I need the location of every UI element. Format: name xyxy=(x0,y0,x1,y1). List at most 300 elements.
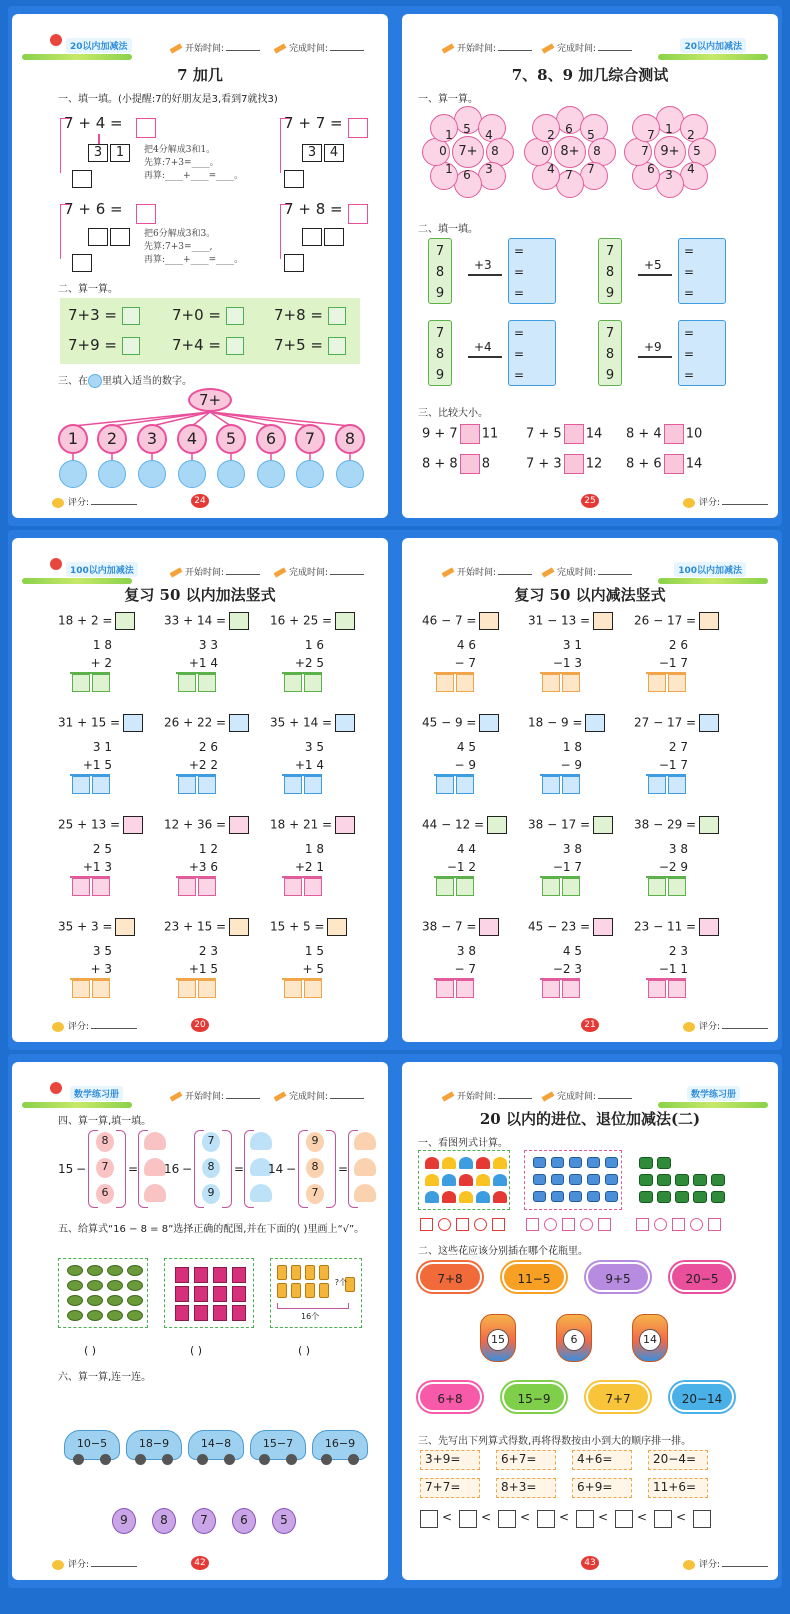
digit-cell[interactable] xyxy=(648,674,666,692)
answer-mushroom[interactable] xyxy=(354,1132,376,1150)
answer-paren[interactable]: ( ) xyxy=(190,1344,203,1357)
expr: 27 − 17 = xyxy=(634,715,697,730)
digit-cell[interactable] xyxy=(668,980,686,998)
page-title: 7、8、9 加几综合测试 xyxy=(511,66,669,84)
expr: 45 − 9 = xyxy=(422,715,477,730)
digit-cell[interactable] xyxy=(72,674,90,692)
hat-icon xyxy=(442,1157,456,1169)
vase-number: 15 xyxy=(487,1329,509,1351)
answer-box[interactable] xyxy=(335,612,355,630)
answer-circle[interactable] xyxy=(59,460,87,488)
n: 7 xyxy=(64,200,74,218)
flower-wheel xyxy=(624,106,716,198)
balloon[interactable]: 6 xyxy=(232,1508,256,1534)
flower-number: 6 xyxy=(565,122,573,136)
end-label: 完成时间: xyxy=(289,1092,329,1102)
digit-cell[interactable] xyxy=(542,776,560,794)
expr: 44 − 12 = xyxy=(422,817,485,832)
compare-box[interactable] xyxy=(664,454,684,474)
order-box[interactable] xyxy=(615,1510,633,1528)
split-box[interactable]: 4 xyxy=(324,144,344,162)
start-label: 开始时间: xyxy=(457,568,497,578)
bottom-operand: +1 4 xyxy=(188,656,218,670)
top-operand: 3 8 xyxy=(562,842,582,856)
digit-cell[interactable] xyxy=(542,674,560,692)
expr: 7 + 3 xyxy=(526,456,562,472)
page-20 xyxy=(12,538,388,1042)
answer-circle[interactable] xyxy=(336,460,364,488)
order-box[interactable] xyxy=(693,1510,711,1528)
addend-column xyxy=(598,238,622,304)
page-header xyxy=(22,556,378,584)
answer-box[interactable] xyxy=(593,816,613,834)
page-title: 复习 50 以内减法竖式 xyxy=(514,586,666,604)
split-box[interactable]: 3 xyxy=(302,144,322,162)
less-than: < xyxy=(559,1510,570,1524)
answer-square[interactable] xyxy=(580,1218,593,1231)
answer-mushroom[interactable] xyxy=(144,1158,166,1176)
top-operand: 2 7 xyxy=(668,740,688,754)
answer-square[interactable] xyxy=(598,1218,611,1231)
digit-cell[interactable] xyxy=(668,776,686,794)
answer-box[interactable] xyxy=(699,918,719,936)
vertical-eq xyxy=(164,714,249,732)
binocular-icon xyxy=(639,1174,653,1186)
answer-box[interactable] xyxy=(229,714,249,732)
binocular-icon xyxy=(711,1191,725,1203)
order-box[interactable] xyxy=(420,1510,438,1528)
digit-cell[interactable] xyxy=(456,776,474,794)
top-operand: 2 3 xyxy=(668,944,688,958)
binocular-icon xyxy=(693,1174,707,1186)
binocular-icon xyxy=(675,1191,689,1203)
answer-circle[interactable] xyxy=(178,460,206,488)
answer-box[interactable] xyxy=(585,714,605,732)
top-operand: 1 2 xyxy=(198,842,218,856)
order-box[interactable] xyxy=(498,1510,516,1528)
digit-cell[interactable] xyxy=(562,674,580,692)
digit-cell[interactable] xyxy=(304,878,322,896)
compare-box[interactable] xyxy=(564,424,584,444)
answer-box[interactable] xyxy=(479,918,499,936)
expr: 18 + 2 = xyxy=(58,613,113,628)
answer-box[interactable] xyxy=(115,612,135,630)
expr: 23 − 11 = xyxy=(634,919,697,934)
hint-line: 先算:7+3=____。 xyxy=(144,158,219,168)
top-operand: 3 5 xyxy=(304,740,324,754)
book-icon xyxy=(232,1305,246,1321)
order-box[interactable] xyxy=(537,1510,555,1528)
eq: = xyxy=(330,114,343,132)
subtrahend: 6 xyxy=(96,1184,114,1204)
answer-square[interactable] xyxy=(420,1218,433,1231)
answer-square[interactable] xyxy=(672,1218,685,1231)
digit-cell[interactable] xyxy=(436,878,454,896)
start-time xyxy=(442,565,532,578)
answer-circle[interactable] xyxy=(98,460,126,488)
number-node: 7 xyxy=(295,424,325,454)
compare-box[interactable] xyxy=(460,424,480,444)
top-operand: 1 5 xyxy=(304,944,324,958)
vertical-eq xyxy=(634,612,719,630)
section-3: 三、先写出下列算式得数,再将得数按由小到大的顺序排一排。 xyxy=(418,1436,692,1447)
digit-cell[interactable] xyxy=(198,776,216,794)
answer-square[interactable] xyxy=(636,1218,649,1231)
bottle-icon xyxy=(319,1265,329,1280)
digit-cell[interactable] xyxy=(304,776,322,794)
addend: 9 xyxy=(605,286,615,301)
binocular-icon xyxy=(675,1174,689,1186)
hint-line: 先算:7+3=____, xyxy=(144,242,213,252)
answer-square[interactable] xyxy=(492,1218,505,1231)
answer-box[interactable] xyxy=(593,918,613,936)
compare-item xyxy=(422,424,498,444)
bottom-operand: +1 5 xyxy=(82,758,112,772)
hat-icon xyxy=(425,1191,439,1203)
less-than: < xyxy=(676,1510,687,1524)
digit-cell[interactable] xyxy=(284,878,302,896)
compare-box[interactable] xyxy=(460,454,480,474)
digit-cell[interactable] xyxy=(304,674,322,692)
phone-icon xyxy=(533,1191,546,1202)
hat-icon xyxy=(476,1174,490,1186)
digit-cell[interactable] xyxy=(304,980,322,998)
turtle-icon xyxy=(127,1265,143,1276)
answer-square[interactable] xyxy=(474,1218,487,1231)
digit-cell[interactable] xyxy=(178,674,196,692)
balloon[interactable]: 8 xyxy=(152,1508,176,1534)
result-column[interactable] xyxy=(508,320,556,386)
pencil-icon xyxy=(542,1091,555,1101)
start-label: 开始时间: xyxy=(185,568,225,578)
bottom-operand: − 9 xyxy=(560,758,582,772)
order-box[interactable] xyxy=(459,1510,477,1528)
spread-3 xyxy=(8,1054,782,1588)
vertical-eq xyxy=(270,816,355,834)
balloon[interactable]: 5 xyxy=(272,1508,296,1534)
start-time xyxy=(170,565,260,578)
bottom-operand: + 5 xyxy=(302,962,324,976)
digit-cell[interactable] xyxy=(562,878,580,896)
binocular-icon xyxy=(639,1191,653,1203)
end-time xyxy=(542,565,632,578)
digit-cell[interactable] xyxy=(562,776,580,794)
flower: 20−5 xyxy=(670,1262,734,1292)
digit-cell[interactable] xyxy=(92,776,110,794)
bottle-icon xyxy=(305,1265,315,1280)
flower-number: 1 xyxy=(445,162,453,176)
answer-circle[interactable] xyxy=(257,460,285,488)
hat-icon xyxy=(459,1157,473,1169)
n: 4 xyxy=(95,114,106,132)
digit-cell[interactable] xyxy=(92,878,110,896)
flower: 15−9 xyxy=(502,1382,566,1412)
answer-box[interactable] xyxy=(123,714,143,732)
expr: 26 − 17 = xyxy=(634,613,697,628)
answer-square[interactable] xyxy=(438,1218,451,1231)
bottle-icon xyxy=(291,1265,301,1280)
end-label: 完成时间: xyxy=(557,1092,597,1102)
compare-item xyxy=(526,454,602,474)
answer-square[interactable] xyxy=(544,1218,557,1231)
vase[interactable] xyxy=(632,1314,668,1362)
end-line xyxy=(330,1098,364,1099)
digit-cell[interactable] xyxy=(92,674,110,692)
turtle-picture[interactable] xyxy=(58,1258,148,1328)
operation-box[interactable]: 6+7= xyxy=(496,1450,556,1470)
addend: 8 xyxy=(435,347,445,362)
bottle-picture[interactable] xyxy=(270,1258,362,1328)
answer-box[interactable] xyxy=(699,714,719,732)
hat-icon xyxy=(425,1174,439,1186)
answer-square[interactable] xyxy=(562,1218,575,1231)
answer-square[interactable] xyxy=(690,1218,703,1231)
answer-mushroom[interactable] xyxy=(354,1184,376,1202)
answer-box[interactable] xyxy=(487,816,507,834)
expr: 16 + 25 = xyxy=(270,613,333,628)
root-node: 7+ xyxy=(188,388,232,412)
digit-cell[interactable] xyxy=(668,878,686,896)
tree-icon xyxy=(50,558,62,570)
answer-mushroom[interactable] xyxy=(250,1184,272,1202)
top-operand: 4 4 xyxy=(456,842,476,856)
spread-2 xyxy=(8,530,782,1050)
bottom-operand: −1 7 xyxy=(658,758,688,772)
digit-cell[interactable] xyxy=(668,674,686,692)
book-tag: 数学练习册 xyxy=(70,1086,123,1101)
compare-box[interactable] xyxy=(664,424,684,444)
less-than: < xyxy=(598,1510,609,1524)
vase-number: 14 xyxy=(639,1329,661,1351)
book-icon xyxy=(232,1286,246,1302)
hat-icon xyxy=(459,1191,473,1203)
hint-line: 再算:____+____=____。 xyxy=(144,171,244,181)
vase[interactable] xyxy=(480,1314,516,1362)
answer-circle[interactable] xyxy=(138,460,166,488)
expr: 7+8 = xyxy=(274,306,323,324)
digit-cell[interactable] xyxy=(456,674,474,692)
digit-cell[interactable] xyxy=(178,980,196,998)
eq-sign: = xyxy=(514,286,525,300)
phone-picture xyxy=(524,1150,622,1210)
answer-paren[interactable]: ( ) xyxy=(298,1344,311,1357)
answer-circle[interactable] xyxy=(296,460,324,488)
answer-box[interactable] xyxy=(229,816,249,834)
op-label: +4 xyxy=(474,340,492,354)
balloon[interactable]: 7 xyxy=(192,1508,216,1534)
bottom-operand: −1 1 xyxy=(658,962,688,976)
digit-cell[interactable] xyxy=(178,776,196,794)
book-tag: 100以内加减法 xyxy=(674,562,746,577)
expr: 7+4 = xyxy=(172,336,221,354)
rhs: 11 xyxy=(481,426,499,442)
digit-cell[interactable] xyxy=(92,980,110,998)
answer-box[interactable] xyxy=(327,918,347,936)
answer-box[interactable] xyxy=(123,816,143,834)
brace xyxy=(277,1303,349,1309)
digit-cell[interactable] xyxy=(72,878,90,896)
operation-box[interactable]: 6+9= xyxy=(572,1478,632,1498)
flower-number: 0 xyxy=(439,144,447,158)
n: 7 xyxy=(284,114,294,132)
compare-item xyxy=(526,424,602,444)
digit-cell[interactable] xyxy=(198,878,216,896)
digit-cell[interactable] xyxy=(456,878,474,896)
flower-number: 2 xyxy=(687,128,695,142)
book-icon xyxy=(194,1305,208,1321)
top-operand: 1 8 xyxy=(92,638,112,652)
page-number: 43 xyxy=(581,1556,599,1570)
result-column[interactable] xyxy=(678,238,726,304)
addend: 9 xyxy=(435,286,445,301)
answer-box[interactable] xyxy=(479,714,499,732)
digit-cell[interactable] xyxy=(72,980,90,998)
digit-cell[interactable] xyxy=(542,878,560,896)
expr: 45 − 23 = xyxy=(528,919,591,934)
book-icon xyxy=(232,1267,246,1283)
digit-cell[interactable] xyxy=(284,776,302,794)
answer-mushroom[interactable] xyxy=(144,1184,166,1202)
result-column[interactable] xyxy=(508,238,556,304)
arrow xyxy=(638,258,674,272)
order-box[interactable] xyxy=(576,1510,594,1528)
digit-cell[interactable] xyxy=(436,776,454,794)
balloon[interactable]: 9 xyxy=(112,1508,136,1534)
number-node: 4 xyxy=(177,424,207,454)
minuend: 15 xyxy=(58,1162,74,1176)
digit-cell[interactable] xyxy=(178,878,196,896)
digit-cell[interactable] xyxy=(198,674,216,692)
answer-square[interactable] xyxy=(708,1218,721,1231)
op-label: +5 xyxy=(644,258,662,272)
addend: 7 xyxy=(435,244,445,259)
vertical-eq xyxy=(58,816,143,834)
start-label: 开始时间: xyxy=(185,1092,225,1102)
vertical-eq xyxy=(164,612,249,630)
operation-box[interactable]: 20−4= xyxy=(648,1450,708,1470)
flower-number: 5 xyxy=(693,144,701,158)
operation-box[interactable]: 4+6= xyxy=(572,1450,632,1470)
answer-box[interactable] xyxy=(335,714,355,732)
answer-box[interactable] xyxy=(593,612,613,630)
answer-mushroom[interactable] xyxy=(250,1132,272,1150)
bracket-right xyxy=(222,1130,232,1208)
digit-cell[interactable] xyxy=(648,776,666,794)
digit-cell[interactable] xyxy=(648,878,666,896)
answer-box[interactable] xyxy=(229,612,249,630)
operation-box[interactable]: 3+9= xyxy=(420,1450,480,1470)
digit-cell[interactable] xyxy=(542,980,560,998)
answer-circle[interactable] xyxy=(217,460,245,488)
page-number: 25 xyxy=(581,494,599,508)
page-number: 24 xyxy=(191,494,209,508)
vase[interactable] xyxy=(556,1314,592,1362)
answer-box[interactable] xyxy=(229,918,249,936)
digit-cell[interactable] xyxy=(436,980,454,998)
eq-sign: = xyxy=(338,1162,349,1176)
bottom-operand: + 3 xyxy=(90,962,112,976)
eq-sign: = xyxy=(684,286,695,300)
digit-cell[interactable] xyxy=(198,980,216,998)
eq-sign: = xyxy=(514,347,525,361)
result-column[interactable] xyxy=(678,320,726,386)
answer-box[interactable] xyxy=(115,918,135,936)
digit-cell[interactable] xyxy=(72,776,90,794)
answer-mushroom[interactable] xyxy=(354,1158,376,1176)
hat-picture xyxy=(418,1150,510,1210)
star-icon xyxy=(683,498,695,508)
eq-sign: = xyxy=(514,326,525,340)
vertical-eq xyxy=(422,816,507,834)
digit-cell[interactable] xyxy=(456,980,474,998)
eq-sign: = xyxy=(514,265,525,279)
digit-cell[interactable] xyxy=(284,980,302,998)
compare-box[interactable] xyxy=(564,454,584,474)
bottom-operand: −2 3 xyxy=(552,962,582,976)
flower: 9+5 xyxy=(586,1262,650,1292)
answer-box[interactable] xyxy=(335,816,355,834)
start-label: 开始时间: xyxy=(185,44,225,54)
end-time xyxy=(274,565,364,578)
addend: 7 xyxy=(435,326,445,341)
answer-square[interactable] xyxy=(456,1218,469,1231)
digit-cell[interactable] xyxy=(562,980,580,998)
answer-paren[interactable]: ( ) xyxy=(84,1344,97,1357)
bottom-operand: + 2 xyxy=(90,656,112,670)
answer-box[interactable] xyxy=(699,816,719,834)
book-picture[interactable] xyxy=(164,1258,254,1328)
digit-cell[interactable] xyxy=(648,980,666,998)
section-2: 二、算一算。 xyxy=(58,284,118,295)
end-time xyxy=(274,1089,364,1102)
phone-icon xyxy=(551,1157,564,1168)
number-node: 8 xyxy=(335,424,365,454)
subtrahend: 9 xyxy=(306,1132,324,1152)
bottom-operand: −2 9 xyxy=(658,860,688,874)
car: 18−9 xyxy=(126,1430,182,1460)
expr: 18 − 9 = xyxy=(528,715,583,730)
digit-cell[interactable] xyxy=(436,674,454,692)
operation-box[interactable]: 11+6= xyxy=(648,1478,708,1498)
turtle-icon xyxy=(87,1280,103,1291)
score-label: 评分: xyxy=(68,1022,90,1032)
flower-center: 7+ xyxy=(452,136,484,168)
split-box[interactable]: 3 xyxy=(88,144,108,162)
eq-sign: = xyxy=(234,1162,245,1176)
expr: 8 + 6 xyxy=(626,456,662,472)
operation-box[interactable]: 8+3= xyxy=(496,1478,556,1498)
answer-box[interactable] xyxy=(479,612,499,630)
compare-item xyxy=(626,454,702,474)
answer-square[interactable] xyxy=(654,1218,667,1231)
answer-mushroom[interactable] xyxy=(144,1132,166,1150)
score-label: 评分: xyxy=(68,1560,90,1570)
binocular-icon xyxy=(639,1157,653,1169)
vase-number: 6 xyxy=(563,1329,585,1351)
page-number: 21 xyxy=(581,1018,599,1032)
answer-box[interactable] xyxy=(699,612,719,630)
digit-cell[interactable] xyxy=(284,674,302,692)
split-box[interactable]: 1 xyxy=(110,144,130,162)
section-1: 一、算一算。 xyxy=(418,94,478,105)
score-label: 评分: xyxy=(68,498,90,508)
addend-column xyxy=(598,320,622,386)
order-box[interactable] xyxy=(654,1510,672,1528)
n: 7 xyxy=(315,114,326,132)
operation-box[interactable]: 7+7= xyxy=(420,1478,480,1498)
answer-square[interactable] xyxy=(526,1218,539,1231)
end-label: 完成时间: xyxy=(557,44,597,54)
